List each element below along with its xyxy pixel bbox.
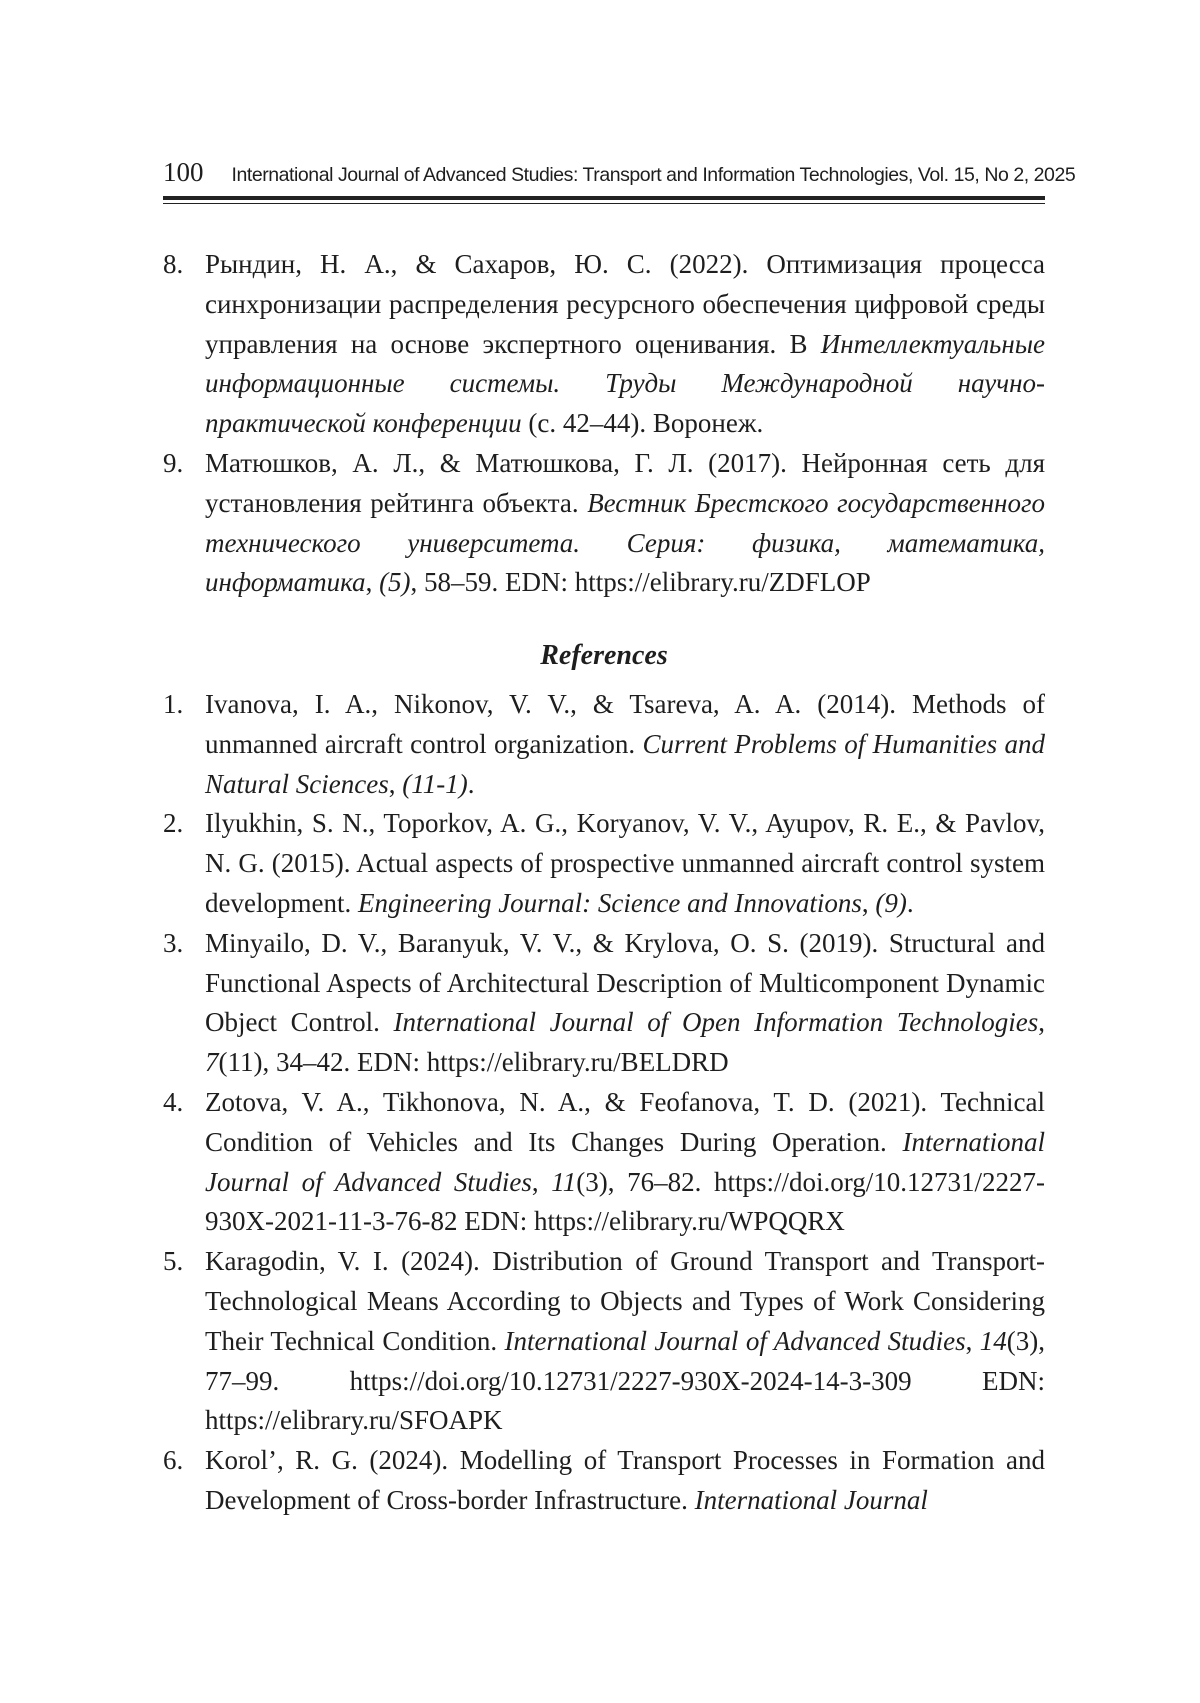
- reference-italic-segment: (9): [875, 887, 907, 918]
- reference-italic-segment: Current Problems of Humanities and Natural Sciences: [205, 728, 1045, 799]
- reference-italic-segment: International Journal of Open Information Technologies: [393, 1007, 1039, 1038]
- reference-segment: Karagodin, V. I. (2024). Distribution of Ground Transport and Transport-Technological Means According to Objects and Types of Work Considering Their Technical Condition.: [205, 1246, 1045, 1356]
- reference-number: 2.: [163, 808, 184, 839]
- reference-number: 5.: [163, 1246, 184, 1277]
- reference-italic-segment: (11-1): [402, 768, 468, 799]
- reference-entry: [163, 685, 1045, 804]
- reference-entry: [163, 1083, 1045, 1242]
- reference-italic-segment: International Journal of Advanced Studies: [205, 1126, 1045, 1197]
- reference-italic-segment: (5): [379, 567, 411, 598]
- reference-segment: (11), 34–42. EDN: https://elibrary.ru/BELDRD: [218, 1047, 729, 1078]
- reference-segment: .: [906, 887, 914, 918]
- reference-segment: Матюшков, А. Л., & Матюшкова, Г. Л. (2017). Нейронная сеть для установления рейтинга объекта.: [205, 447, 1045, 518]
- reference-segment: (3), 76–82. https://doi.org/10.12731/2227-930X-2021-11-3-76-82 EDN: https://elibrary.ru/WPQQRX: [205, 1166, 1045, 1237]
- reference-italic-segment: International Journal of Advanced Studies: [504, 1325, 966, 1356]
- reference-entry: [163, 1441, 1045, 1521]
- reference-text: [205, 1083, 1045, 1242]
- reference-list-english: [163, 685, 1045, 1521]
- reference-segment: Minyailo, D. V., Baranyuk, V. V., & Krylova, O. S. (2019). Structural and Functional Aspects of Architectural Description of Multicomponent Dynamic Object Control.: [205, 927, 1045, 1038]
- reference-text: [205, 685, 1045, 804]
- reference-number: 9.: [163, 447, 184, 478]
- reference-number: 4.: [163, 1086, 184, 1117]
- reference-number: 8.: [163, 249, 184, 279]
- reference-segment: ,: [388, 768, 403, 799]
- journal-title: International Journal of Advanced Studies: Transport and Information Technologies, Vol. 15, No 2, 2025: [231, 164, 1076, 186]
- page-number: 100: [163, 157, 204, 187]
- reference-segment: ,: [531, 1166, 552, 1197]
- reference-segment: ,: [365, 567, 380, 598]
- reference-entry: [163, 245, 1045, 444]
- header-rule-thick: [163, 196, 1045, 200]
- reference-text: [205, 804, 1045, 923]
- reference-text: [205, 245, 1045, 444]
- reference-segment: Zotova, V. A., Tikhonova, N. A., & Feofanova, T. D. (2021). Technical Condition of Vehicles and Its Changes During Operation.: [205, 1086, 1045, 1157]
- reference-segment: .: [467, 768, 475, 799]
- reference-number: 3.: [163, 927, 184, 958]
- reference-entry: [163, 444, 1045, 603]
- reference-list-russian: [163, 245, 1045, 603]
- reference-text: [205, 924, 1045, 1083]
- reference-entry: [163, 924, 1045, 1083]
- reference-text: [205, 1242, 1045, 1441]
- reference-italic-segment: International Journal: [694, 1484, 928, 1515]
- reference-italic-segment: 7: [205, 1047, 219, 1078]
- reference-text: [205, 444, 1045, 603]
- reference-segment: Ivanova, I. A., Nikonov, V. V., & Tsareva, A. A. (2014). Methods of unmanned aircraft control organization.: [205, 689, 1045, 759]
- reference-entry: [163, 1242, 1045, 1441]
- references-heading: References: [540, 640, 668, 671]
- reference-italic-segment: Engineering Journal: Science and Innovations: [357, 887, 862, 918]
- reference-segment: Korol’, R. G. (2024). Modelling of Transport Processes in Formation and Development of Cross-border Infrastructure.: [205, 1445, 1045, 1515]
- reference-italic-segment: Вестник Брестского государственного технического университета. Серия: физика, математика, информатика: [205, 487, 1045, 598]
- reference-segment: ,: [1038, 1007, 1045, 1038]
- header-rule-thin: [163, 203, 1045, 204]
- running-head: [163, 157, 1076, 193]
- reference-segment: Рындин, Н. А., & Сахаров, Ю. С. (2022). Оптимизация процесса синхронизации распределения ресурсного обеспечения цифровой среды управления на основе экспертного оценивания. В: [205, 249, 1045, 359]
- reference-number: 6.: [163, 1445, 184, 1476]
- reference-number: 1.: [163, 689, 184, 719]
- reference-segment: ,: [965, 1325, 980, 1356]
- reference-segment: (с. 42–44). Воронеж.: [521, 408, 764, 439]
- reference-segment: , 58–59. EDN: https://elibrary.ru/ZDFLOP: [410, 567, 871, 598]
- reference-italic-segment: 14: [979, 1325, 1007, 1356]
- reference-text: [205, 1441, 1045, 1521]
- reference-segment: ,: [861, 887, 876, 918]
- reference-segment: Ilyukhin, S. N., Toporkov, A. G., Koryanov, V. V., Ayupov, R. E., & Pavlov, N. G. (2015). Actual aspects of prospective unmanned aircraft control system development.: [205, 808, 1045, 918]
- reference-italic-segment: 11: [551, 1166, 577, 1197]
- reference-segment: (3), 77–99. https://doi.org/10.12731/2227-930X-2024-14-3-309 EDN: https://elibrary.ru/SFOAPK: [205, 1325, 1046, 1436]
- reference-italic-segment: Интеллектуальные информационные системы. Труды Международной научно-практической конференции: [205, 328, 1045, 439]
- reference-entry: [163, 804, 1045, 923]
